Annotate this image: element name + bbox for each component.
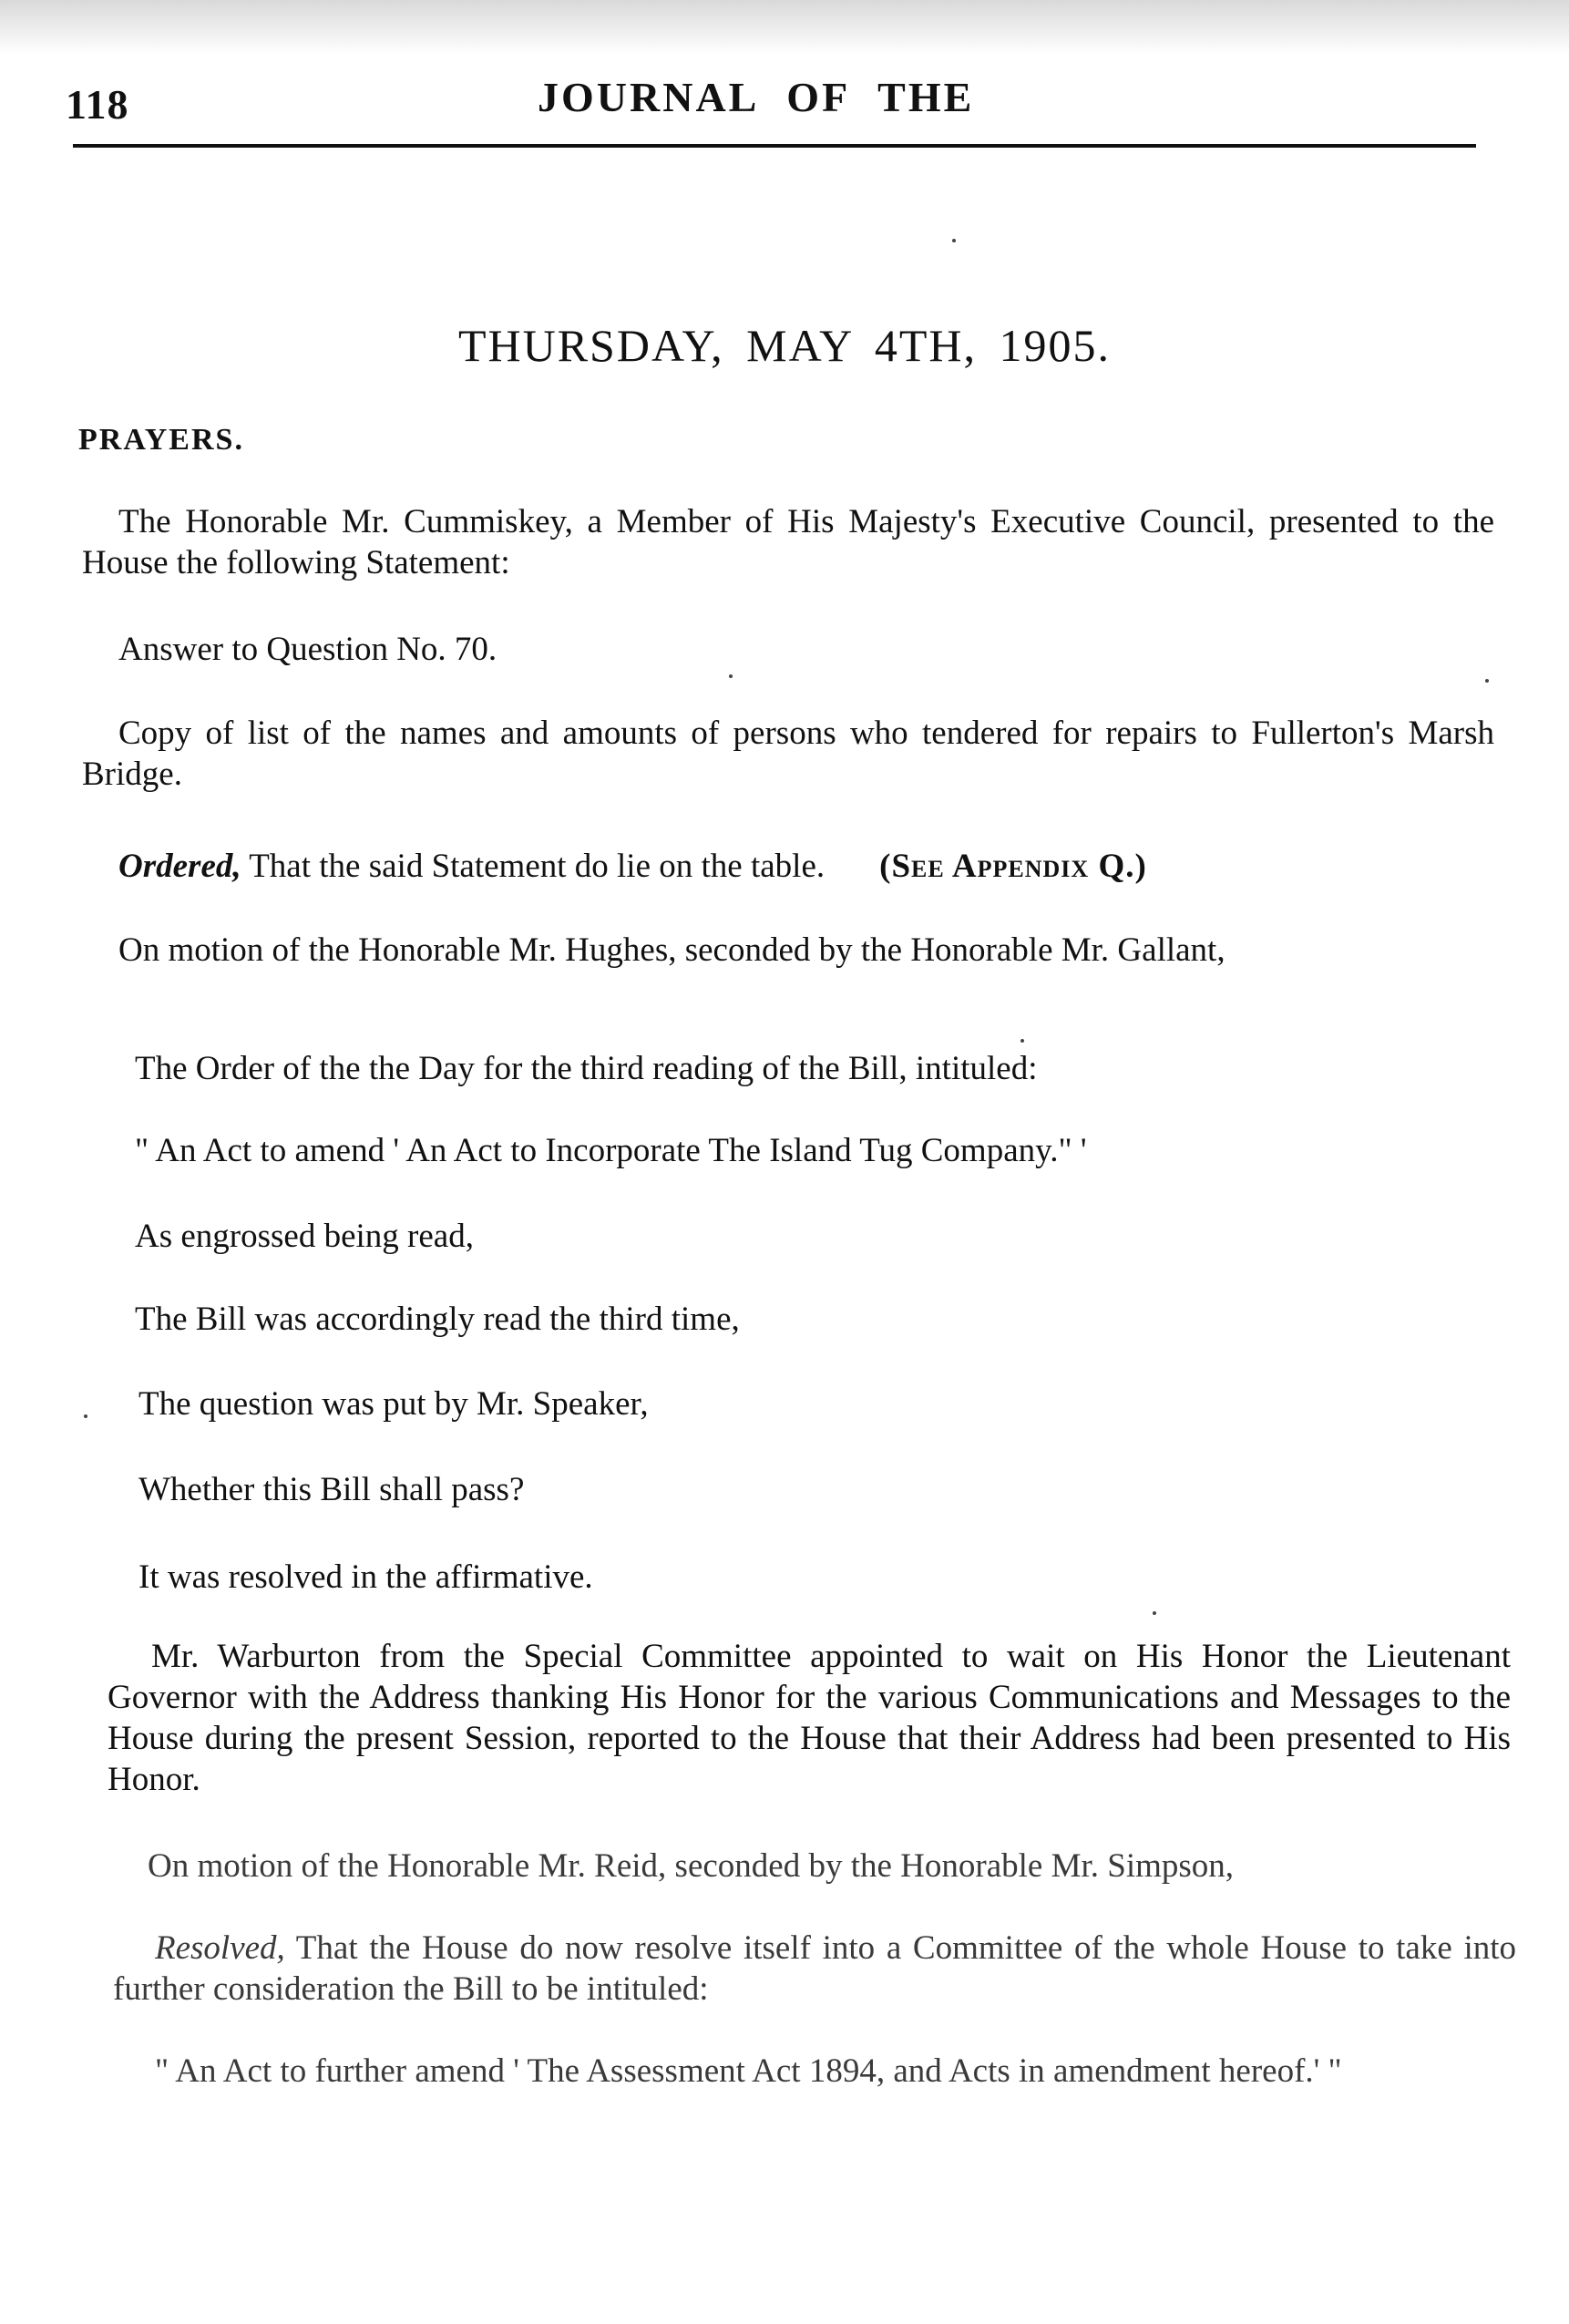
running-head: [0, 64, 1569, 128]
scan-edge-shadow: [0, 0, 1569, 55]
resolved-text: That the House do now resolve itself into a Committee of the whole House to take into further consideration the Bill to be intituled:: [113, 1929, 1516, 2008]
paragraph-shall-pass: Whether this Bill shall pass?: [138, 1471, 525, 1508]
paragraph-question-put: The question was put by Mr. Speaker,: [138, 1385, 649, 1423]
paragraph-bill-title-assessment: " An Act to further amend ' The Assessment Act 1894, and Acts in amendment hereof.' ": [155, 2052, 1342, 2090]
date-heading: THURSDAY, MAY 4TH, 1905.: [457, 320, 1112, 371]
scan-speck: [1485, 679, 1489, 683]
paragraph-affirmative: It was resolved in the affirmative.: [138, 1558, 593, 1596]
ordered-lead: Ordered,: [118, 848, 241, 885]
paragraph-statement-presented: The Honorable Mr. Cummiskey, a Member of His Majesty's Executive Council, presented to the House the following Statement:: [82, 503, 1494, 581]
ordered-text: That the said Statement do lie on the table.: [241, 848, 826, 885]
prayers-heading: PRAYERS.: [78, 423, 244, 457]
paragraph-motion-hughes: On motion of the Honorable Mr. Hughes, seconded by the Honorable Mr. Gallant,: [118, 931, 1225, 969]
header-rule: [73, 144, 1476, 148]
paragraph-resolved: [113, 1928, 1516, 2010]
scan-speck: [1153, 1611, 1156, 1615]
resolved-lead: Resolved,: [155, 1929, 285, 1967]
paragraph-answer-question: Answer to Question No. 70.: [118, 631, 497, 668]
paragraph-engrossed: As engrossed being read,: [135, 1218, 474, 1255]
paragraph-copy-of-list: Copy of list of the names and amounts of persons who tendered for repairs to Fullerton's Marsh Bridge.: [82, 715, 1494, 793]
scan-speck: [1020, 1039, 1024, 1043]
paragraph-third-reading: The Bill was accordingly read the third time,: [135, 1301, 740, 1338]
paragraph-warburton-report: Mr. Warburton from the Special Committee appointed to wait on His Honor the Lieutenant Governor with the Address thanking His Honor for the various Communications and Messages to the House during the present Session, reported to the House that their Address had been presented to His Honor.: [108, 1638, 1511, 1798]
page-number: 118: [66, 81, 129, 128]
scan-speck: [84, 1414, 87, 1418]
paragraph-ordered: [118, 846, 1503, 887]
scan-speck: [952, 239, 956, 242]
paragraph-bill-title-tug: " An Act to amend ' An Act to Incorporate The Island Tug Company." ': [135, 1132, 1087, 1169]
appendix-reference: (See Appendix Q.): [879, 848, 1147, 885]
scan-speck: [729, 674, 733, 678]
paragraph-motion-reid: On motion of the Honorable Mr. Reid, seconded by the Honorable Mr. Simpson,: [148, 1847, 1235, 1885]
journal-title: JOURNAL OF THE: [538, 74, 975, 120]
paragraph-order-of-day: The Order of the the Day for the third reading of the Bill, intituled:: [135, 1050, 1038, 1087]
